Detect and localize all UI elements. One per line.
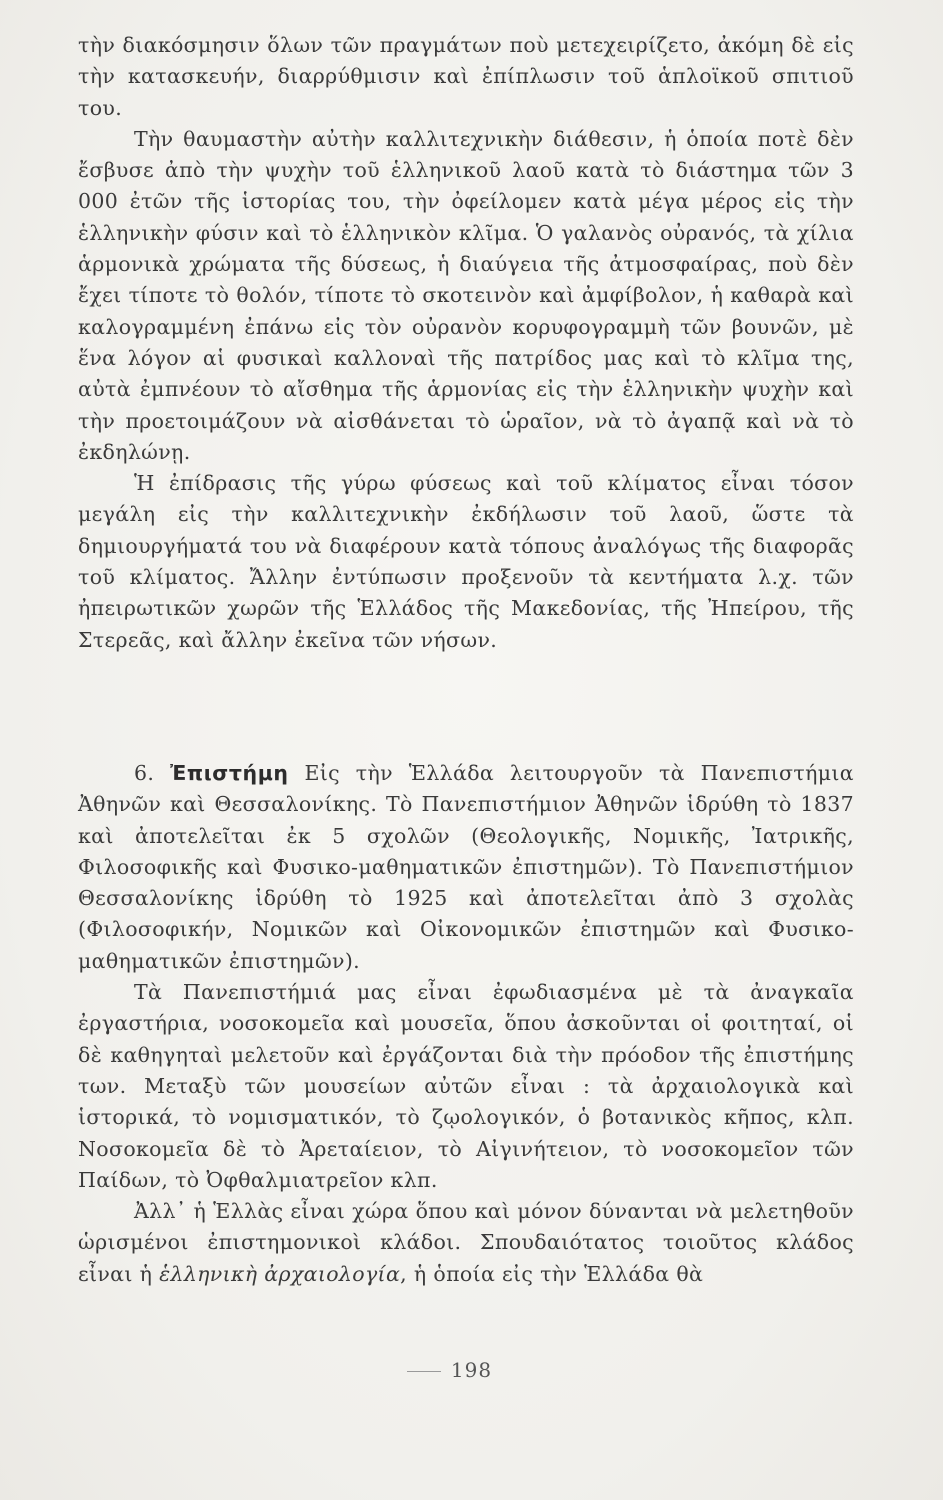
section-number: 6. (134, 761, 155, 785)
page-number-footer (0, 1358, 943, 1382)
section-science-first-paragraph (78, 758, 854, 977)
paragraph-continuation: τὴν διακόσμησιν ὅλων τῶν πραγμάτων ποὺ μετεχειρίζετο, ἀκόμη δὲ εἰς τὴν κατασκευήν, διαρρύθμισιν καὶ ἐπίπλωσιν τοῦ ἁπλοϊκοῦ σπιτιοῦ του. (78, 33, 854, 120)
page-number: 198 (450, 1358, 493, 1382)
paragraph-art-disposition: Τὴν θαυμαστὴν αὐτὴν καλλιτεχνικὴν διάθεσιν, ἡ ὁποία ποτὲ δὲν ἔσβυσε ἀπὸ τὴν ψυχὴν τοῦ ἑλληνικοῦ λαοῦ κατὰ τὸ διάστημα τῶν 3 000 ἐτῶν τῆς ἱστορίας του, τὴν ὀφείλομεν κατὰ μέγα μέρος εἰς τὴν ἑλληνικὴν φύσιν καὶ τὸ ἑλληνικὸν κλῖμα. Ὁ γαλανὸς οὐρανός, τὰ χίλια ἁρμονικὰ χρώματα τῆς δύσεως, ἡ διαύγεια τῆς ἀτμοσφαίρας, ποὺ δὲν ἔχει τίποτε τὸ θολόν, τίποτε τὸ σκοτεινὸν καὶ ἀμφίβολον, ἡ καθαρὰ καὶ καλογραμμένη ἐπάνω εἰς τὸν οὐρανὸν κορυφογραμμὴ τῶν βουνῶν, μὲ ἕνα λόγον αἱ φυσικαὶ καλλοναὶ τῆς πατρίδος μας καὶ τὸ κλῖμα της, αὐτὰ ἐμπνέουν τὸ αἴσθημα τῆς ἁρμονίας εἰς τὴν ἑλληνικὴν ψυχὴν καὶ τὴν προετοιμάζουν νὰ αἰσθάνεται τὸ ὡραῖον, νὰ τὸ ἀγαπᾷ καὶ νὰ τὸ ἐκδηλώνῃ. (78, 126, 854, 464)
paragraph-archaeology (78, 1196, 854, 1290)
archaeology-text-after: , ἡ ὁποία εἰς τὴν Ἑλλάδα θὰ (400, 1261, 704, 1286)
archaeology-italic-term: ἑλληνικὴ ἀρχαιολογία (159, 1261, 401, 1286)
paragraph-universities-equipment: Τὰ Πανεπιστήμιά μας εἶναι ἐφωδιασμένα μὲ τὰ ἀναγκαῖα ἐργαστήρια, νοσοκομεῖα καὶ μουσεῖα, ὅπου ἀσκοῦνται οἱ φοιτηταί, οἱ δὲ καθηγηταὶ μελετοῦν καὶ ἐργάζονται διὰ τὴν πρόοδον τῆς ἐπιστήμης των. Μεταξὺ τῶν μουσείων αὐτῶν εἶναι : τὰ ἀρχαιολογικὰ καὶ ἱστορικά, τὸ νομισματικόν, τὸ ζῳολογικόν, ὁ βοτανικὸς κῆπος, κλπ. Νοσοκομεῖα δὲ τὸ Ἀρεταίειον, τὸ Αἰγινήτειον, τὸ νοσοκομεῖον τῶν Παίδων, τὸ Ὀφθαλμιατρεῖον κλπ. (78, 980, 854, 1192)
archaeology-text-before: Ἀλλ᾽ ἡ Ἑλλὰς εἶναι χώρα ὅπου καὶ μόνον δύνανται νὰ μελετηθοῦν ὡρισμένοι ἐπιστημονικοὶ κλάδοι. Σπουδαιότατος τοιοῦτος κλάδος εἶναι ἡ (78, 1199, 854, 1286)
paragraph-nature-influence: Ἡ ἐπίδρασις τῆς γύρω φύσεως καὶ τοῦ κλίματος εἶναι τόσον μεγάλη εἰς τὴν καλλιτεχνικὴν ἐκδήλωσιν τοῦ λαοῦ, ὥστε τὰ δημιουργήματά του νὰ διαφέρουν κατὰ τόπους ἀναλόγως τῆς διαφορᾶς τοῦ κλίματος. Ἄλλην ἐντύπωσιν προξενοῦν τὰ κεντήματα λ.χ. τῶν ἠπειρωτικῶν χωρῶν τῆς Ἑλλάδος τῆς Μακεδονίας, τῆς Ἠπείρου, τῆς Στερεᾶς, καὶ ἄλλην ἐκεῖνα τῶν νήσων. (78, 471, 854, 652)
section-title: Ἐπιστήμη (170, 761, 289, 785)
text-block-top (78, 30, 854, 656)
text-block-science (78, 758, 854, 1290)
section-first-paragraph-text: Εἰς τὴν Ἑλλάδα λειτουργοῦν τὰ Πανεπιστήμια Ἀθηνῶν καὶ Θεσσαλονίκης. Τὸ Πανεπιστήμιον Ἀθηνῶν ἱδρύθη τὸ 1837 καὶ ἀποτελεῖται ἐκ 5 σχολῶν (Θεολογικῆς, Νομικῆς, Ἰατρικῆς, Φιλοσοφικῆς καὶ Φυσικο-μαθηματικῶν ἐπιστημῶν). Τὸ Πανεπιστήμιον Θεσσαλονίκης ἱδρύθη τὸ 1925 καὶ ἀποτελεῖται ἀπὸ 3 σχολὰς (Φιλοσοφικήν, Νομικῶν καὶ Οἰκονομικῶν ἐπιστημῶν καὶ Φυσικο-μαθηματικῶν ἐπιστημῶν). (78, 761, 854, 973)
page-number-dash (407, 1371, 441, 1372)
